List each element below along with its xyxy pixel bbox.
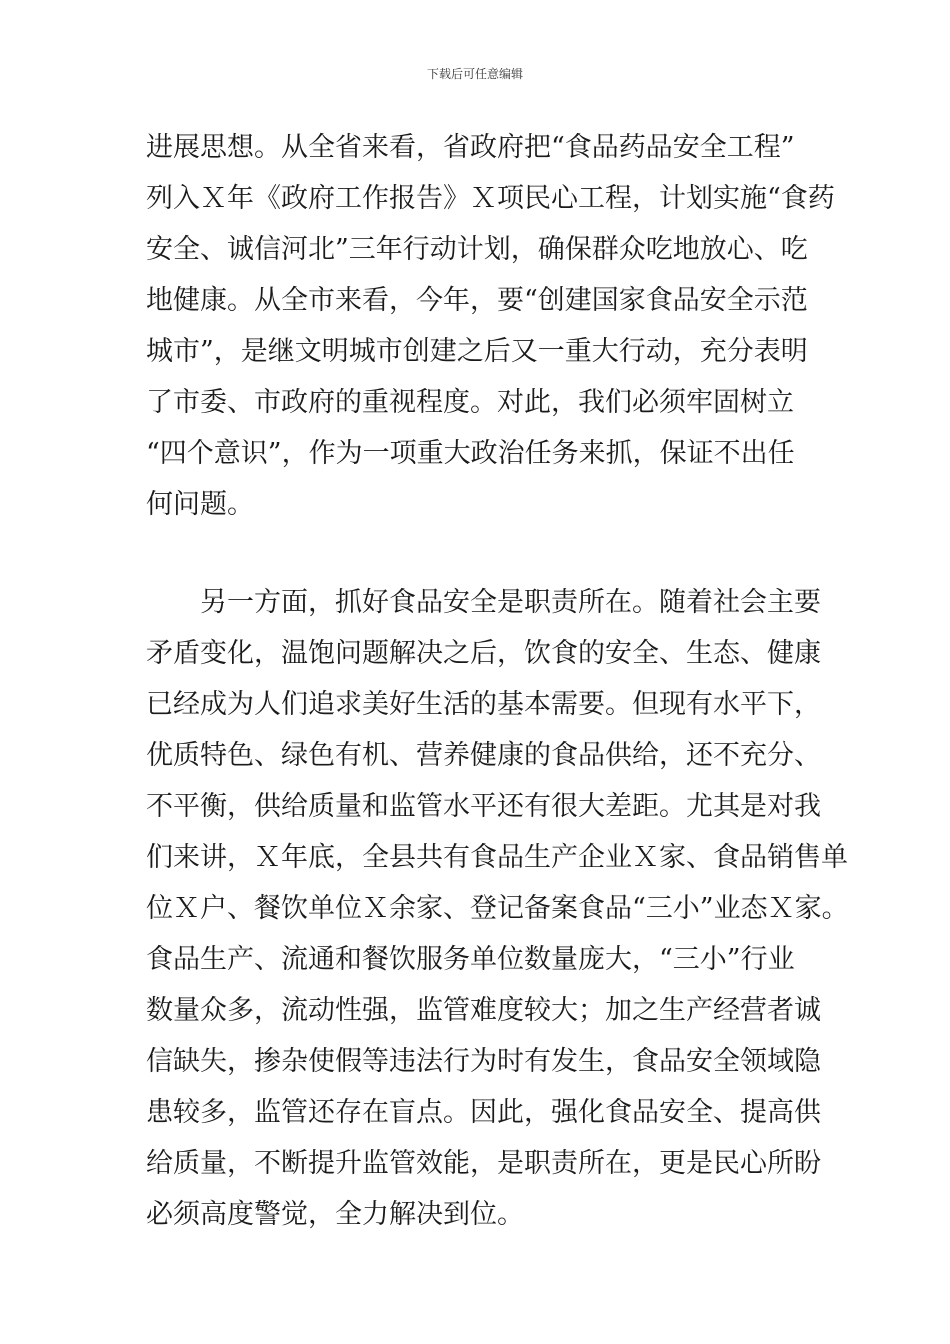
text-line: 优质特色、绿色有机、营养健康的食品供给，还不充分、 — [146, 740, 821, 771]
text-line: 了市委、市政府的重视程度。对此，我们必须牢固树立 — [146, 387, 794, 418]
text-line: 地健康。从全市来看，今年，要“创建国家食品安全示范 — [146, 285, 808, 316]
text-line: 安全、诚信河北”三年行动计划，确保群众吃地放心、吃 — [146, 234, 808, 265]
text-line: 已经成为人们追求美好生活的基本需要。但现有水平下， — [146, 689, 821, 720]
text-line: 位Ｘ户、餐饮单位Ｘ余家、登记备案食品“三小”业态Ｘ家。 — [146, 893, 849, 924]
text-line: 何问题。 — [146, 489, 254, 520]
text-line: 另一方面，抓好食品安全是职责所在。随着社会主要 — [200, 587, 821, 618]
text-line: 必须高度警觉，全力解决到位。 — [146, 1199, 524, 1230]
text-line: 列入Ｘ年《政府工作报告》Ｘ项民心工程，计划实施“食药 — [146, 183, 835, 214]
text-line: 不平衡，供给质量和监管水平还有很大差距。尤其是对我 — [146, 791, 821, 822]
text-line: 患较多，监管还存在盲点。因此，强化食品安全、提高供 — [146, 1097, 821, 1128]
text-line: 矛盾变化，温饱问题解决之后，饮食的安全、生态、健康 — [146, 638, 821, 669]
text-line: 进展思想。从全省来看，省政府把“食品药品安全工程” — [146, 132, 795, 163]
text-line: 给质量，不断提升监管效能，是职责所在，更是民心所盼 — [146, 1148, 821, 1179]
text-line: 们来讲，Ｘ年底，全县共有食品生产企业Ｘ家、食品销售单 — [146, 842, 848, 873]
text-line: 食品生产、流通和餐饮服务单位数量庞大，“三小”行业 — [146, 944, 795, 975]
text-line: 数量众多，流动性强，监管难度较大；加之生产经营者诚 — [146, 995, 821, 1026]
text-line: 城市”，是继文明城市创建之后又一重大行动，充分表明 — [146, 336, 808, 367]
text-line: 信缺失，掺杂使假等违法行为时有发生，食品安全领域隐 — [146, 1046, 821, 1077]
page-header: 下载后可任意编辑 — [426, 67, 523, 81]
text-line: “四个意识”，作为一项重大政治任务来抓，保证不出任 — [146, 438, 795, 469]
